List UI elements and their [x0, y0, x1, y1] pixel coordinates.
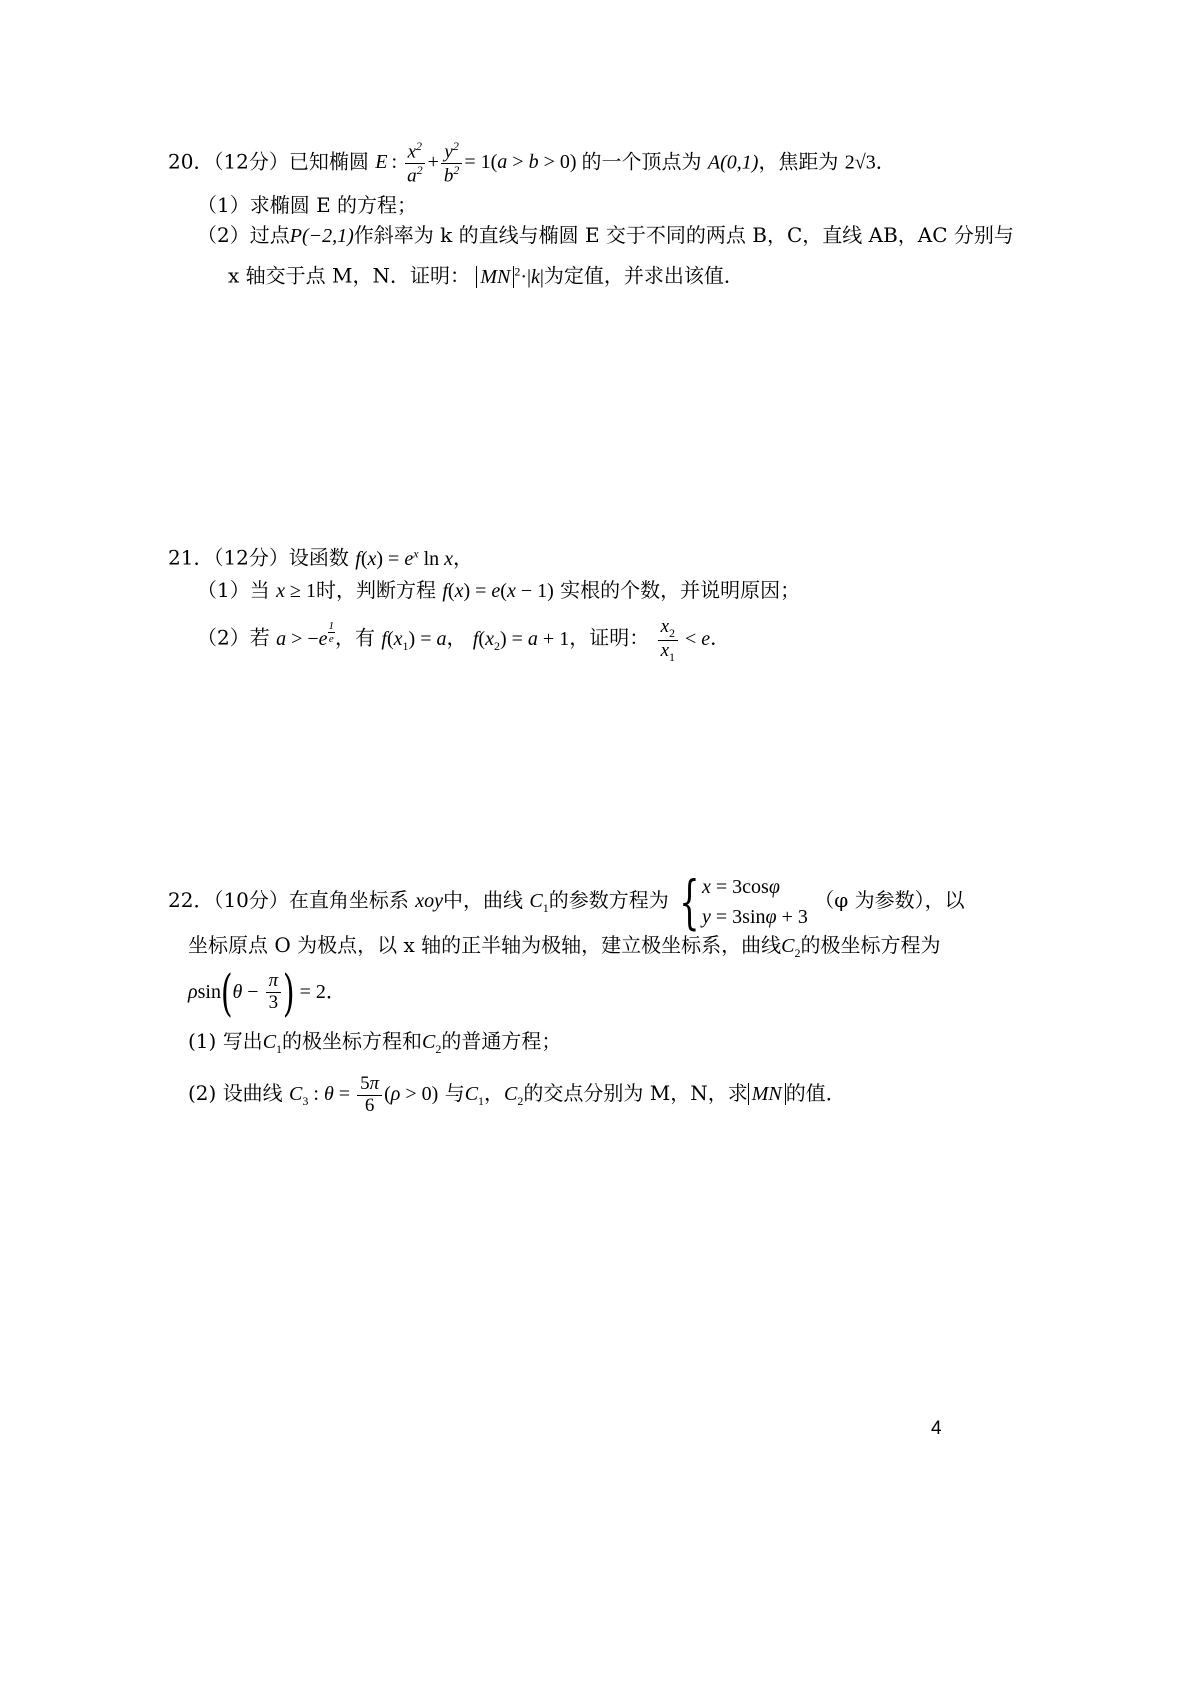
point-p: P(−2,1) — [289, 225, 354, 247]
equation-21-1: f(x) = e(x − 1) — [442, 580, 554, 602]
c1-label: $C_1$ — [529, 890, 549, 915]
problem-21-lead: 设函数 — [288, 545, 349, 570]
mn-expression: MN $^2$·|k| — [476, 266, 544, 288]
parametric-system: x = 3cosφ y = 3sinφ + 3 — [702, 875, 808, 928]
problem-22-number: 22． — [168, 888, 214, 912]
axis-name: xoy — [415, 890, 444, 912]
ratio-inequality: $\frac{x_2}{x_1}$ < e — [656, 628, 711, 650]
problem-20-line-1: 20．（12分）已知椭圆 E : $\frac{x^2}{a^2}$ + $\frac{y^2}{b^2}$ = 1(a > b > 0) 的一个顶点为 A(0,1)，焦距为 2√3． — [168, 139, 896, 187]
problem-21-score: （12分） — [213, 545, 289, 570]
c3-equation: $C_3$ : θ = $\frac{5\pi}{6}$ (ρ > 0) — [289, 1073, 439, 1116]
problem-21-number: 21． — [168, 545, 214, 570]
problem-20-number: 20． — [168, 149, 214, 174]
a-condition: a > −e $^{\frac{1}{e}}$ — [276, 620, 335, 650]
problem-21-line-1: 21．（12分）设函数 $f(x) = e^x$ ln x， — [168, 545, 474, 570]
problem-21-part-1: （1）当 x ≥ 1时，判断方程 f(x) = e(x − 1) 实根的个数，并说明原因； — [197, 578, 801, 602]
function-definition: $f(x) = e^x$ ln x — [355, 546, 454, 570]
x-condition: x ≥ 1 — [276, 580, 316, 602]
problem-20-score: （12分） — [213, 149, 289, 174]
problem-20-part-2-line-2: x 轴交于点 M，N．证明： MN $^2$·|k|为定值，并求出该值． — [228, 263, 744, 288]
problem-20-part-1: （1）求椭圆 E 的方程； — [197, 193, 418, 217]
problem-22-part-1: (1) 写出$C_1$的极坐标方程和$C_2$的普通方程； — [188, 1029, 562, 1056]
page-number: 4 — [931, 1418, 942, 1439]
problem-20-vertex-text: 的一个顶点为 — [581, 149, 702, 174]
problem-20-lead: 已知椭圆 — [288, 149, 369, 174]
problem-22-line-2: 坐标原点 O 为极点，以 x 轴的正半轴为极轴，建立极坐标系，曲线$C_2$的极坐标方程为 — [188, 933, 941, 960]
vertex-point: A(0,1) — [707, 151, 759, 174]
problem-22-lead: 在直角坐标系 — [288, 888, 409, 912]
f-x2: $f(x_2) = a + 1$ — [472, 627, 570, 653]
problem-21-part-2: （2）若 a > −e $^{\frac{1}{e}}$ ，有 $f(x_1) = a$， $f(x_2) = a + 1$，证明： $\frac{x_2}{x_1}$ < e． — [197, 615, 731, 664]
problem-20-part-2-line-1: （2）过点P(−2,1)作斜率为 k 的直线与椭圆 E 交于不同的两点 B，C，直线 AB，AC 分别与 — [197, 223, 1014, 247]
focal-value: 2√3 — [844, 151, 876, 174]
problem-20-focal-text: ，焦距为 — [758, 149, 839, 174]
ellipse-equation: E : $\frac{x^2}{a^2}$ + $\frac{y^2}{b^2}$ = 1(a > b > 0) — [375, 139, 577, 187]
f-x1: $f(x_1) = a$ — [381, 627, 447, 653]
mn-abs: MN — [748, 1083, 786, 1105]
problem-22-line-1: 22．（10分）在直角坐标系 xoy中，曲线 $C_1$的参数方程为 { x = 3cosφ y = 3sinφ + 3 （φ 为参数），以 — [168, 867, 965, 936]
problem-22-part-2: (2) 设曲线 $C_3$ : θ = $\frac{5\pi}{6}$ (ρ > 0) 与$C_1$，$C_2$的交点分别为 M，N，求 MN 的值． — [188, 1073, 846, 1116]
c2-label: $C_2$ — [781, 935, 801, 960]
problem-22-polar-equation: ρsin(θ − $\frac{\pi}{3}$ ) = 2． — [188, 963, 346, 1022]
problem-22-score: （10分） — [213, 888, 289, 912]
